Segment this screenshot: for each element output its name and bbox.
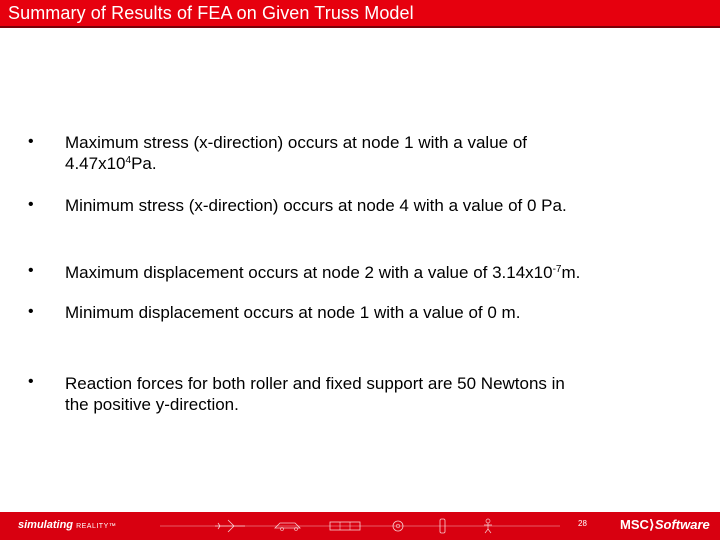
bullet-line: Reaction forces for both roller and fixed support are 50 Newtons in bbox=[65, 374, 565, 393]
bullet-marker: • bbox=[28, 133, 34, 150]
bullet-text-max-displacement: Maximum displacement occurs at node 2 with a value of $3.14x10^{-7}m$. bbox=[65, 263, 581, 282]
bullet-marker: • bbox=[28, 196, 34, 213]
bullet-line: the positive y-direction. bbox=[65, 395, 239, 414]
simulation-icons-strip-icon bbox=[160, 516, 560, 536]
slide-title: Summary of Results of FEA on Given Truss Model bbox=[8, 2, 414, 23]
logo-swoosh-icon: ⟩ bbox=[648, 517, 655, 532]
exponent: -7 bbox=[552, 264, 562, 275]
bullet-line: Maximum stress (x-direction) occurs at node 1 with a value of bbox=[65, 133, 528, 152]
title-bar bbox=[0, 0, 720, 28]
msc-software-logo: MSC⟩Software bbox=[620, 517, 710, 532]
bullet-line: $4.47x10^4Pa$. bbox=[65, 154, 157, 173]
bullet-text-min-displacement: Minimum displacement occurs at node 1 with a value of 0 m. bbox=[65, 303, 521, 322]
footer-tagline: simulating REALITY™ bbox=[18, 519, 117, 531]
bullet-marker: • bbox=[28, 303, 34, 320]
page-number: 28 bbox=[578, 519, 587, 528]
bullet-marker: • bbox=[28, 373, 34, 390]
bullet-marker: • bbox=[28, 262, 34, 279]
bullet-text-min-stress: Minimum stress (x-direction) occurs at node 4 with a value of 0 Pa. bbox=[65, 196, 567, 215]
bullet-text-reaction-forces bbox=[65, 373, 705, 415]
bullet-text-max-stress bbox=[65, 132, 705, 174]
footer-bar bbox=[0, 512, 720, 540]
exponent: 4 bbox=[125, 155, 132, 166]
